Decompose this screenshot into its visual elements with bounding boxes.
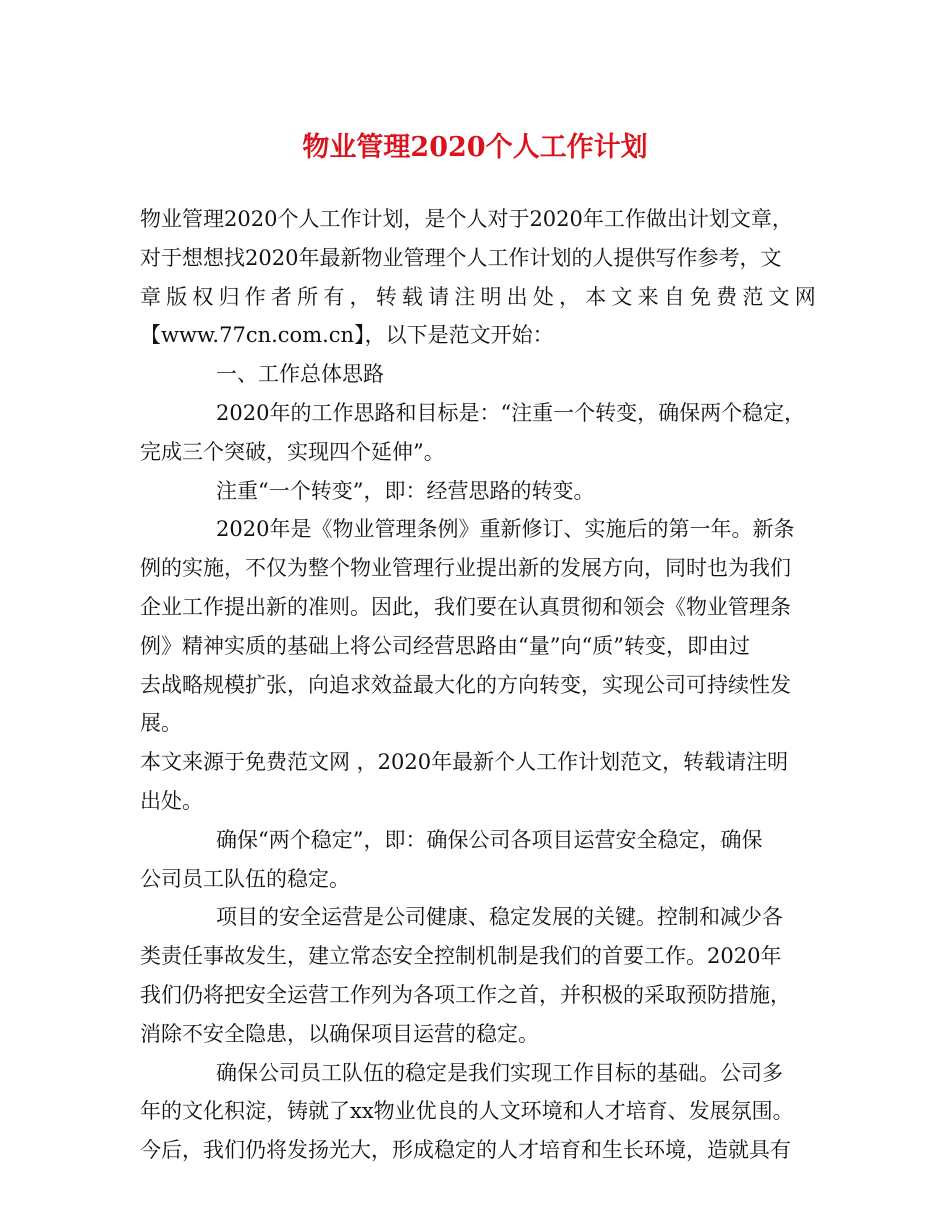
text-line: 去战略规模扩张，向追求效益最大化的方向转变，实现公司可持续性发 — [140, 672, 791, 697]
text-line: 展。 — [140, 711, 182, 736]
text-line: 本文来源于免费范文网 ，2020年最新个人工作计划范文，转载请注明 — [140, 750, 789, 775]
justified-char: 范 — [742, 284, 764, 309]
justified-char: 归 — [218, 284, 240, 309]
text-line: 物业管理2020个人工作计划，是个人对于2020年工作做出计划文章， — [140, 207, 793, 231]
text-line: 类责任事故发生，建立常态安全控制机制是我们的首要工作。2020年 — [140, 944, 782, 969]
text-line: 例的实施，不仅为整个物业管理行业提出新的发展方向，同时也为我们 — [140, 556, 791, 581]
justified-char: 章 — [140, 284, 161, 309]
text-line: 对于想想找2020年最新物业管理个人工作计划的人提供写作参考，文 — [140, 245, 782, 270]
justified-char: 权 — [192, 284, 214, 309]
text-line: 【www.77cn.com.cn】，以下是范文开始： — [140, 323, 554, 348]
text-line: 项目的安全运营是公司健康、稳定发展的关键。控制和减少各 — [216, 905, 783, 930]
document-title: 物业管理2020个人工作计划 — [302, 132, 648, 163]
justified-char: 有 — [323, 284, 345, 309]
justified-char: 注 — [454, 284, 476, 309]
justified-char: 文 — [611, 284, 633, 309]
justified-char: 费 — [716, 284, 738, 309]
text-line: 2020年是《物业管理条例》重新修订、实施后的第一年。新条 — [216, 517, 795, 542]
justified-char: 载 — [401, 284, 423, 309]
justified-char: ， — [559, 284, 580, 309]
text-line-justified — [140, 278, 816, 317]
justified-char: 作 — [244, 284, 266, 309]
text-line: 例》精神实质的基础上将公司经营思路由“量”向“质”转变，即由过 — [140, 633, 750, 658]
text-line: 消除不安全隐患，以确保项目运营的稳定。 — [140, 1021, 539, 1046]
text-line: 我们仍将把安全运营工作列为各项工作之首，并积极的采取预防措施， — [140, 982, 791, 1007]
justified-char: 所 — [297, 284, 319, 309]
text-line: 出处。 — [140, 788, 203, 813]
text-line: 今后，我们仍将发扬光大，形成稳定的人才培育和生长环境，造就具有 — [140, 1138, 791, 1163]
text-line: 确保“两个稳定”，即：确保公司各项目运营安全稳定，确保 — [216, 827, 763, 852]
justified-char: 本 — [585, 284, 607, 309]
text-line: 公司员工队伍的稳定。 — [140, 866, 350, 891]
text-line: 企业工作提出新的准则。因此，我们要在认真贯彻和领会《物业管理条 — [140, 594, 791, 619]
justified-char: 自 — [663, 284, 685, 309]
justified-char: 处 — [532, 284, 554, 309]
justified-char: 出 — [506, 284, 528, 309]
section-heading: 一、工作总体思路 — [216, 362, 384, 387]
justified-char: ， — [349, 284, 371, 309]
justified-char: 来 — [637, 284, 659, 309]
text-line: 年的文化积淀，铸就了xx物业优良的人文环境和人才培育、发展氛围。 — [140, 1099, 794, 1124]
document-body — [140, 200, 816, 1170]
text-line: 完成三个突破，实现四个延伸”。 — [140, 439, 445, 464]
justified-char: 者 — [270, 284, 292, 309]
justified-char: 免 — [689, 284, 711, 309]
text-line: 2020年的工作思路和目标是：“注重一个转变，确保两个稳定， — [216, 400, 806, 425]
justified-char: 请 — [428, 284, 450, 309]
justified-char: 转 — [375, 284, 397, 309]
text-line: 确保公司员工队伍的稳定是我们实现工作目标的基础。公司多 — [216, 1060, 783, 1085]
justified-char: 文 — [768, 284, 790, 309]
text-line: 注重“一个转变”，即：经营思路的转变。 — [216, 478, 595, 503]
justified-char: 网 — [794, 284, 816, 309]
justified-char: 版 — [166, 284, 188, 309]
justified-char: 明 — [480, 284, 502, 309]
